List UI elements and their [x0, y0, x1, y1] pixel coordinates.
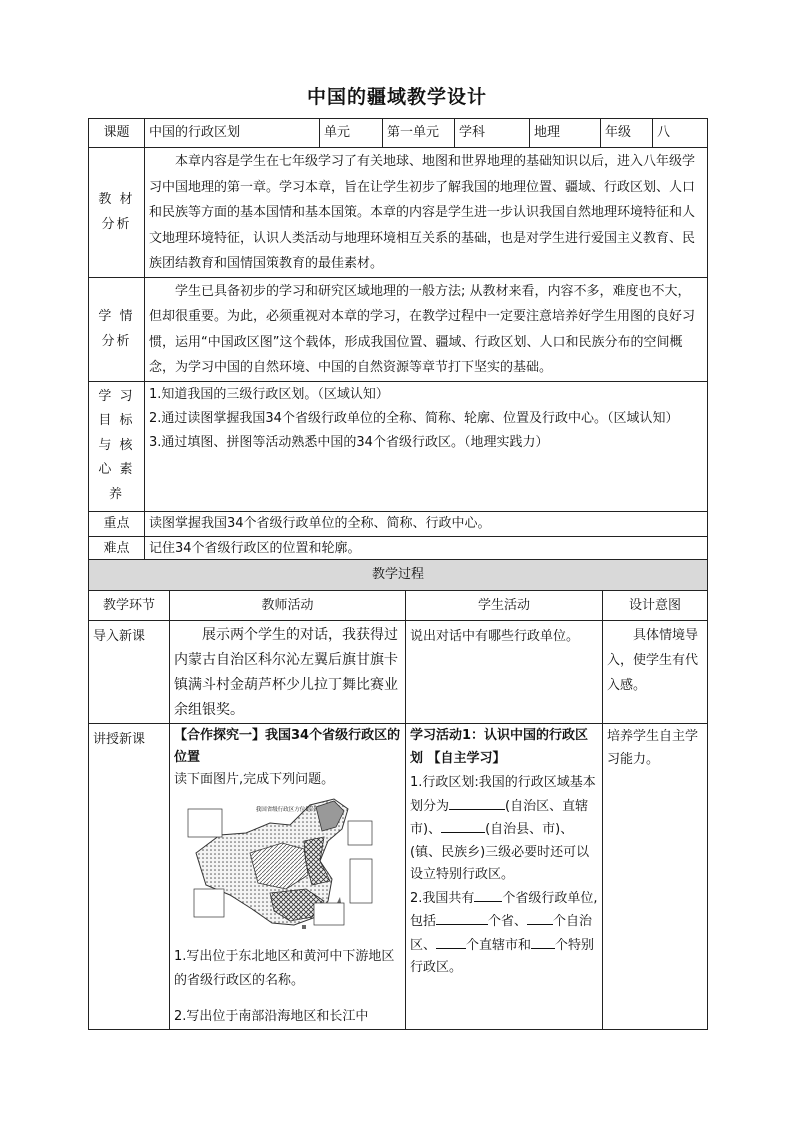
grade-label: 年级: [601, 119, 653, 148]
student-analysis-label: [89, 277, 145, 381]
topic-value: 中国的行政区划: [145, 119, 320, 148]
lecture-design-intent: 培养学生自主学习能力。: [603, 724, 708, 1030]
textbook-analysis-label: [89, 148, 145, 278]
q1-part: (自治县、市)、: [485, 822, 574, 837]
intro-student-activity: 说出对话中有哪些行政单位。: [406, 621, 603, 724]
column-header-intent: 设计意图: [603, 591, 708, 621]
key-point-text: 读图掌握我国34个省级行政单位的全称、简称、行政中心。: [145, 511, 708, 536]
question-1: 1.写出位于东北地区和黄河中下游地区的省级行政区的名称。: [174, 949, 395, 988]
learning-activity-heading: 学习活动1：认识中国的行政区划 【自主学习】: [410, 728, 589, 766]
goals-label-line-2: 目 标: [98, 413, 135, 429]
unit-value: 第一单元: [383, 119, 455, 148]
map-caption: 我国省级行政区方位划分: [255, 807, 317, 813]
topic-label: 课题: [89, 119, 145, 148]
teaching-process-table: [88, 559, 708, 1030]
subject-value: 地理: [530, 119, 601, 148]
goals-label-line-5: 养: [108, 486, 124, 502]
goal-item: 2.通过读图掌握我国34个省级行政单位的全称、简称、轮廓、位置及行政中心。（区域认知）: [149, 410, 679, 426]
q1-part: (镇、民族乡)三级必要时还可以设立特别行政区。: [410, 844, 590, 882]
intro-design-intent: 具体情境导入，使学生有代入感。: [603, 621, 708, 724]
answer-blank[interactable]: [527, 910, 553, 925]
answer-blank[interactable]: [449, 795, 505, 810]
key-point-label: 重点: [89, 511, 145, 536]
q2-part: 个省级行政单位,包括: [410, 890, 598, 929]
map-legend-box: [314, 903, 344, 925]
goals-label-line-4: 心 素: [98, 462, 135, 478]
q2-part: 个特别行政区。: [410, 937, 595, 975]
question-2: 2.写出位于南部沿海地区和长江中: [174, 1009, 369, 1024]
design-info-table: [88, 118, 708, 562]
lecture-teacher-activity: [170, 724, 406, 1030]
page-title: 中国的疆域教学设计: [306, 86, 487, 108]
china-province-map: [186, 797, 374, 939]
textbook-analysis-text: 本章内容是学生在七年级学习了有关地球、地图和世界地理的基础知识以后，进入八年级学习中国地理的第一章。学习本章，旨在让学生初步了解我国的地理位置、疆域、行政区划、人口和民族等方面的基本国情和基本国策。本章的内容是学生进一步认识我国自然地理环境特征和人文地理环境特征，认识人类活动与地理环境相互关系的基础，也是对学生进行爱国主义教育、民族团结教育和国情国策教育的最佳素材。: [145, 148, 708, 278]
process-heading: 教学过程: [89, 560, 708, 591]
answer-blank[interactable]: [441, 818, 485, 833]
goals-list: [145, 381, 708, 511]
student-label-line-1: 学 情: [98, 309, 135, 324]
map-hainan: [302, 925, 306, 929]
student-analysis-text: 学生已具备初步的学习和研究区域地理的一般方法; 从教材来看，内容不多，难度也不大，但却很重要。为此，必须重视对本章的学习，在教学过程中一定要注意培养好学生用图的良好习惯，运用“中国政区图”这个载体，形成我国位置、疆域、行政区划、人口和民族分布的空间概念，为学习中国的自然环境、中国的自然资源等章节打下坚实的基础。: [145, 277, 708, 381]
q2-part: 个直辖市和: [466, 937, 532, 953]
goal-item: 1.知道我国的三级行政区划。（区域认知）: [149, 386, 389, 402]
intro-stage: 导入新课: [89, 621, 170, 724]
reading-instruction: 读下面图片,完成下列问题。: [174, 772, 335, 787]
textbook-label-line-1: 教 材: [98, 192, 135, 208]
column-header-teacher: 教师活动: [170, 591, 406, 621]
lecture-student-activity: [406, 724, 603, 1030]
column-header-student: 学生活动: [406, 591, 603, 621]
difficulty-text: 记住34个省级行政区的位置和轮廓。: [145, 536, 708, 561]
grade-value: 八: [653, 119, 708, 148]
q1-part: (自治区、直辖市)、: [410, 798, 589, 837]
difficulty-label: 难点: [89, 536, 145, 561]
map-legend-box: [350, 859, 372, 903]
answer-blank[interactable]: [531, 934, 555, 949]
textbook-label-line-2: 分析: [101, 217, 132, 233]
goal-item: 3.通过填图、拼图等活动熟悉中国的34个省级行政区。（地理实践力）: [149, 434, 549, 450]
q2-part: 个自治区、: [410, 914, 593, 953]
column-header-stage: 教学环节: [89, 591, 170, 621]
answer-blank[interactable]: [474, 887, 502, 902]
map-legend-box: [188, 809, 222, 837]
map-legend-box: [194, 889, 224, 917]
answer-blank[interactable]: [436, 910, 488, 925]
answer-blank[interactable]: [436, 934, 466, 949]
cooperative-inquiry-heading: 【合作探究一】我国34个省级行政区的位置: [174, 728, 401, 765]
goals-label-line-3: 与 核: [98, 437, 135, 453]
student-label-line-2: 分析: [101, 334, 132, 349]
q1-part: 1.行政区划:我国的行政区域基本划分为: [410, 775, 596, 814]
subject-label: 学科: [455, 119, 530, 148]
fill-in-question-2: [410, 887, 598, 980]
map-legend-box: [348, 821, 372, 845]
goals-label-line-1: 学 习: [98, 388, 135, 404]
intro-teacher-activity: 展示两个学生的对话，我获得过内蒙古自治区科尔沁左翼后旗甘旗卡镇满斗村金葫芦杯少儿拉丁舞比赛业余组银奖。: [170, 621, 406, 724]
lecture-stage: 讲授新课: [89, 724, 170, 1030]
q2-part: 2.我国共有: [410, 890, 475, 906]
fill-in-question-1: [410, 772, 598, 887]
q2-part: 个省、: [488, 914, 528, 929]
goals-label: [89, 381, 145, 511]
unit-label: 单元: [320, 119, 383, 148]
